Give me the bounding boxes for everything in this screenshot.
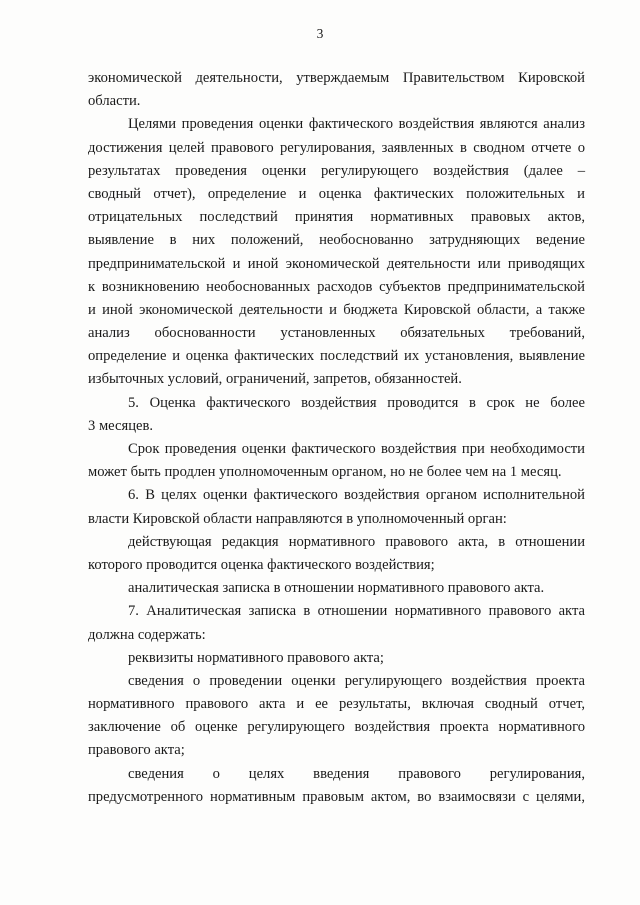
text-line: и иной экономической деятельности и бюджета Кировской области, а также — [88, 301, 585, 318]
text-line: определение и оценка фактических последствий их установления, выявление — [88, 348, 585, 365]
text-line: 3 месяцев. — [88, 417, 154, 434]
text-line: предпринимательской и иной экономической деятельности или приводящих — [88, 255, 585, 272]
text-line: 5. Оценка фактического воздействия проводится в срок не более — [128, 394, 585, 411]
text-line: действующая редакция нормативного правового акта, в отношении — [128, 533, 585, 550]
page-number: 3 — [316, 26, 324, 41]
text-line: сводный отчет), определение и оценка фактических положительных и — [88, 185, 585, 202]
text-line: отрицательных последствий принятия нормативных правовых актов, — [88, 209, 585, 226]
text-line: 6. В целях оценки фактического воздействия органом исполнительной — [128, 487, 585, 504]
text-line: предусмотренного нормативным правовым актом, во взаимосвязи с целями, — [88, 788, 585, 805]
text-line: Целями проведения оценки фактического воздействия являются анализ — [128, 116, 585, 133]
text-line: Срок проведения оценки фактического воздействия при необходимости — [128, 441, 585, 457]
text-line: 7. Аналитическая записка в отношении нормативного правового акта — [128, 603, 585, 620]
text-line: области. — [88, 93, 141, 110]
text-line: нормативного правового акта и ее результаты, включая сводный отчет, — [88, 696, 585, 713]
text-line: экономической деятельности, утверждаемым Правительством Кировской — [88, 70, 585, 86]
text-line: власти Кировской области направляются в уполномоченный орган: — [88, 510, 507, 527]
document-body — [88, 67, 585, 809]
text-line: избыточных условий, ограничений, запретов, обязанностей. — [88, 371, 462, 388]
text-line: правового акта; — [88, 742, 185, 759]
text-line: заключение об оценке регулирующего воздействия проекта нормативного — [88, 719, 585, 736]
text-line: анализ обоснованности установленных обязательных требований, — [88, 325, 585, 342]
text-line: реквизиты нормативного правового акта; — [128, 649, 384, 666]
text-line: выявление в них положений, необоснованно затрудняющих ведение — [88, 232, 585, 249]
text-line: сведения о целях введения правового регулирования, — [128, 765, 585, 782]
text-line: достижения целей правового регулирования, заявленных в сводном отчете о — [88, 139, 585, 156]
text-line: сведения о проведении оценки регулирующего воздействия проекта — [128, 672, 585, 689]
text-line: может быть продлен уполномоченным органом, но не более чем на 1 месяц. — [88, 464, 562, 481]
text-line: которого проводится оценка фактического воздействия; — [88, 556, 435, 573]
text-line: должна содержать: — [88, 626, 206, 643]
text-line: аналитическая записка в отношении нормативного правового акта. — [128, 580, 545, 597]
text-line: результатах проведения оценки регулирующего воздействия (далее – — [88, 162, 585, 179]
text-line: к возникновению необоснованных расходов субъектов предпринимательской — [88, 278, 585, 295]
